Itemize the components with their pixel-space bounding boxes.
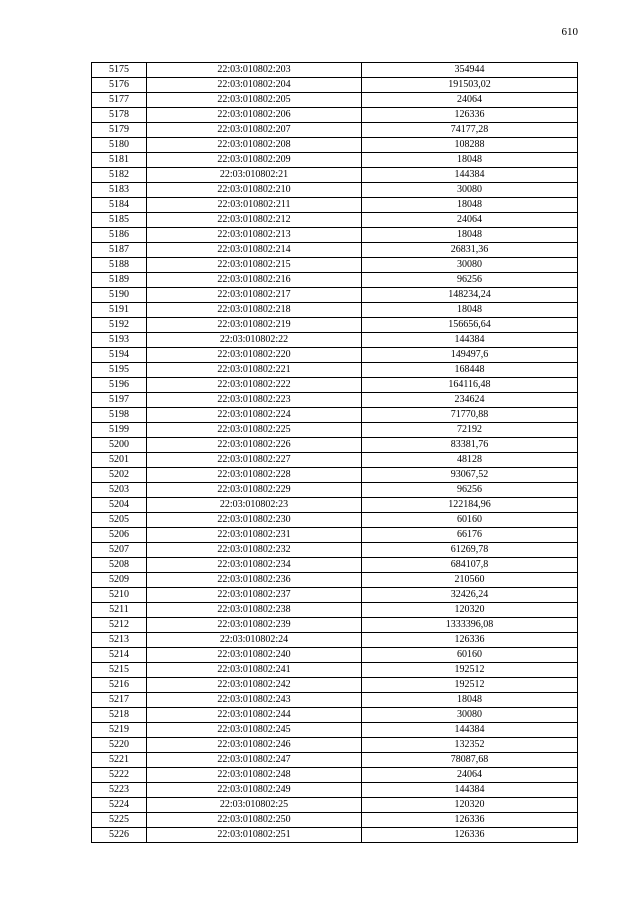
table-row [92, 483, 578, 498]
value-cell: 32426,24 [362, 588, 578, 603]
row-number-cell: 5198 [92, 408, 147, 423]
cadastral-number-cell: 22:03:010802:219 [147, 318, 362, 333]
row-number-cell: 5205 [92, 513, 147, 528]
cadastral-number-cell: 22:03:010802:216 [147, 273, 362, 288]
value-cell: 156656,64 [362, 318, 578, 333]
row-number-cell: 5193 [92, 333, 147, 348]
row-number-cell: 5183 [92, 183, 147, 198]
cadastral-number-cell: 22:03:010802:224 [147, 408, 362, 423]
table-row [92, 708, 578, 723]
row-number-cell: 5177 [92, 93, 147, 108]
table-row [92, 723, 578, 738]
table-row [92, 243, 578, 258]
cadastral-number-cell: 22:03:010802:207 [147, 123, 362, 138]
cadastral-number-cell: 22:03:010802:215 [147, 258, 362, 273]
value-cell: 126336 [362, 828, 578, 843]
table-row [92, 513, 578, 528]
cadastral-number-cell: 22:03:010802:240 [147, 648, 362, 663]
table-row [92, 543, 578, 558]
cadastral-number-cell: 22:03:010802:21 [147, 168, 362, 183]
row-number-cell: 5213 [92, 633, 147, 648]
value-cell: 168448 [362, 363, 578, 378]
table-row [92, 393, 578, 408]
row-number-cell: 5203 [92, 483, 147, 498]
table-row [92, 618, 578, 633]
table-row [92, 738, 578, 753]
cadastral-number-cell: 22:03:010802:212 [147, 213, 362, 228]
table-row [92, 573, 578, 588]
table-row [92, 783, 578, 798]
table-row [92, 63, 578, 78]
cadastral-number-cell: 22:03:010802:248 [147, 768, 362, 783]
cadastral-number-cell: 22:03:010802:244 [147, 708, 362, 723]
row-number-cell: 5175 [92, 63, 147, 78]
row-number-cell: 5182 [92, 168, 147, 183]
cadastral-number-cell: 22:03:010802:227 [147, 453, 362, 468]
row-number-cell: 5221 [92, 753, 147, 768]
row-number-cell: 5191 [92, 303, 147, 318]
table-row [92, 438, 578, 453]
row-number-cell: 5196 [92, 378, 147, 393]
cadastral-number-cell: 22:03:010802:229 [147, 483, 362, 498]
table-row [92, 453, 578, 468]
table-row [92, 498, 578, 513]
row-number-cell: 5180 [92, 138, 147, 153]
cadastral-number-cell: 22:03:010802:243 [147, 693, 362, 708]
value-cell: 120320 [362, 603, 578, 618]
table-row [92, 633, 578, 648]
value-cell: 96256 [362, 273, 578, 288]
value-cell: 192512 [362, 663, 578, 678]
cadastral-number-cell: 22:03:010802:225 [147, 423, 362, 438]
cadastral-number-cell: 22:03:010802:231 [147, 528, 362, 543]
value-cell: 149497,6 [362, 348, 578, 363]
cadastral-number-cell: 22:03:010802:218 [147, 303, 362, 318]
value-cell: 18048 [362, 693, 578, 708]
row-number-cell: 5220 [92, 738, 147, 753]
value-cell: 26831,36 [362, 243, 578, 258]
cadastral-number-cell: 22:03:010802:205 [147, 93, 362, 108]
table-row [92, 303, 578, 318]
table-row [92, 273, 578, 288]
table-row [92, 138, 578, 153]
row-number-cell: 5197 [92, 393, 147, 408]
value-cell: 72192 [362, 423, 578, 438]
cadastral-number-cell: 22:03:010802:250 [147, 813, 362, 828]
row-number-cell: 5210 [92, 588, 147, 603]
value-cell: 24064 [362, 768, 578, 783]
table-row [92, 108, 578, 123]
value-cell: 71770,88 [362, 408, 578, 423]
cadastral-number-cell: 22:03:010802:220 [147, 348, 362, 363]
row-number-cell: 5179 [92, 123, 147, 138]
table-row [92, 213, 578, 228]
value-cell: 144384 [362, 333, 578, 348]
table-row [92, 333, 578, 348]
cadastral-number-cell: 22:03:010802:23 [147, 498, 362, 513]
page-number: 610 [561, 26, 578, 38]
row-number-cell: 5212 [92, 618, 147, 633]
row-number-cell: 5194 [92, 348, 147, 363]
row-number-cell: 5200 [92, 438, 147, 453]
value-cell: 684107,8 [362, 558, 578, 573]
cadastral-number-cell: 22:03:010802:25 [147, 798, 362, 813]
row-number-cell: 5216 [92, 678, 147, 693]
cadastral-number-cell: 22:03:010802:245 [147, 723, 362, 738]
value-cell: 18048 [362, 153, 578, 168]
table-row [92, 648, 578, 663]
value-cell: 191503,02 [362, 78, 578, 93]
table-row [92, 78, 578, 93]
cadastral-number-cell: 22:03:010802:222 [147, 378, 362, 393]
value-cell: 126336 [362, 108, 578, 123]
cadastral-number-cell: 22:03:010802:204 [147, 78, 362, 93]
value-cell: 30080 [362, 258, 578, 273]
row-number-cell: 5208 [92, 558, 147, 573]
value-cell: 61269,78 [362, 543, 578, 558]
table-body [92, 63, 578, 843]
value-cell: 96256 [362, 483, 578, 498]
cadastral-number-cell: 22:03:010802:239 [147, 618, 362, 633]
row-number-cell: 5195 [92, 363, 147, 378]
cadastral-number-cell: 22:03:010802:22 [147, 333, 362, 348]
row-number-cell: 5202 [92, 468, 147, 483]
value-cell: 192512 [362, 678, 578, 693]
table-row [92, 153, 578, 168]
data-table [91, 62, 578, 843]
cadastral-number-cell: 22:03:010802:209 [147, 153, 362, 168]
row-number-cell: 5207 [92, 543, 147, 558]
value-cell: 24064 [362, 93, 578, 108]
row-number-cell: 5222 [92, 768, 147, 783]
row-number-cell: 5218 [92, 708, 147, 723]
cadastral-number-cell: 22:03:010802:226 [147, 438, 362, 453]
table-row [92, 603, 578, 618]
table-row [92, 798, 578, 813]
value-cell: 120320 [362, 798, 578, 813]
row-number-cell: 5226 [92, 828, 147, 843]
cadastral-number-cell: 22:03:010802:238 [147, 603, 362, 618]
row-number-cell: 5209 [92, 573, 147, 588]
value-cell: 18048 [362, 303, 578, 318]
cadastral-number-cell: 22:03:010802:221 [147, 363, 362, 378]
row-number-cell: 5186 [92, 228, 147, 243]
row-number-cell: 5225 [92, 813, 147, 828]
value-cell: 144384 [362, 723, 578, 738]
value-cell: 30080 [362, 183, 578, 198]
row-number-cell: 5214 [92, 648, 147, 663]
value-cell: 30080 [362, 708, 578, 723]
cadastral-number-cell: 22:03:010802:247 [147, 753, 362, 768]
table-row [92, 828, 578, 843]
table-row [92, 378, 578, 393]
value-cell: 144384 [362, 783, 578, 798]
value-cell: 148234,24 [362, 288, 578, 303]
row-number-cell: 5217 [92, 693, 147, 708]
value-cell: 78087,68 [362, 753, 578, 768]
table-row [92, 93, 578, 108]
table-row [92, 168, 578, 183]
cadastral-number-cell: 22:03:010802:206 [147, 108, 362, 123]
value-cell: 66176 [362, 528, 578, 543]
row-number-cell: 5189 [92, 273, 147, 288]
row-number-cell: 5204 [92, 498, 147, 513]
value-cell: 60160 [362, 513, 578, 528]
table-row [92, 183, 578, 198]
table-row [92, 258, 578, 273]
cadastral-number-cell: 22:03:010802:214 [147, 243, 362, 258]
cadastral-number-cell: 22:03:010802:223 [147, 393, 362, 408]
row-number-cell: 5219 [92, 723, 147, 738]
table-row [92, 678, 578, 693]
value-cell: 74177,28 [362, 123, 578, 138]
cadastral-number-cell: 22:03:010802:24 [147, 633, 362, 648]
row-number-cell: 5215 [92, 663, 147, 678]
value-cell: 144384 [362, 168, 578, 183]
cadastral-number-cell: 22:03:010802:242 [147, 678, 362, 693]
value-cell: 126336 [362, 633, 578, 648]
value-cell: 18048 [362, 198, 578, 213]
row-number-cell: 5185 [92, 213, 147, 228]
cadastral-number-cell: 22:03:010802:232 [147, 543, 362, 558]
row-number-cell: 5199 [92, 423, 147, 438]
row-number-cell: 5206 [92, 528, 147, 543]
value-cell: 48128 [362, 453, 578, 468]
cadastral-number-cell: 22:03:010802:234 [147, 558, 362, 573]
table-row [92, 528, 578, 543]
cadastral-number-cell: 22:03:010802:230 [147, 513, 362, 528]
table-row [92, 288, 578, 303]
cadastral-number-cell: 22:03:010802:237 [147, 588, 362, 603]
row-number-cell: 5188 [92, 258, 147, 273]
value-cell: 122184,96 [362, 498, 578, 513]
table-row [92, 468, 578, 483]
value-cell: 108288 [362, 138, 578, 153]
row-number-cell: 5181 [92, 153, 147, 168]
cadastral-number-cell: 22:03:010802:246 [147, 738, 362, 753]
table-row [92, 558, 578, 573]
value-cell: 60160 [362, 648, 578, 663]
table-row [92, 753, 578, 768]
row-number-cell: 5178 [92, 108, 147, 123]
cadastral-number-cell: 22:03:010802:236 [147, 573, 362, 588]
cadastral-number-cell: 22:03:010802:211 [147, 198, 362, 213]
table-row [92, 663, 578, 678]
table-row [92, 228, 578, 243]
value-cell: 210560 [362, 573, 578, 588]
cadastral-number-cell: 22:03:010802:251 [147, 828, 362, 843]
value-cell: 93067,52 [362, 468, 578, 483]
cadastral-number-cell: 22:03:010802:210 [147, 183, 362, 198]
table-row [92, 768, 578, 783]
table-row [92, 198, 578, 213]
cadastral-number-cell: 22:03:010802:203 [147, 63, 362, 78]
row-number-cell: 5224 [92, 798, 147, 813]
table-row [92, 408, 578, 423]
cadastral-number-cell: 22:03:010802:213 [147, 228, 362, 243]
cadastral-number-cell: 22:03:010802:249 [147, 783, 362, 798]
value-cell: 164116,48 [362, 378, 578, 393]
table-row [92, 363, 578, 378]
row-number-cell: 5211 [92, 603, 147, 618]
row-number-cell: 5190 [92, 288, 147, 303]
cadastral-number-cell: 22:03:010802:241 [147, 663, 362, 678]
row-number-cell: 5201 [92, 453, 147, 468]
value-cell: 354944 [362, 63, 578, 78]
table-row [92, 588, 578, 603]
row-number-cell: 5184 [92, 198, 147, 213]
table-row [92, 813, 578, 828]
value-cell: 18048 [362, 228, 578, 243]
table-row [92, 318, 578, 333]
table-row [92, 423, 578, 438]
row-number-cell: 5223 [92, 783, 147, 798]
cadastral-number-cell: 22:03:010802:228 [147, 468, 362, 483]
table-row [92, 693, 578, 708]
row-number-cell: 5176 [92, 78, 147, 93]
value-cell: 1333396,08 [362, 618, 578, 633]
row-number-cell: 5192 [92, 318, 147, 333]
value-cell: 126336 [362, 813, 578, 828]
value-cell: 83381,76 [362, 438, 578, 453]
table-row [92, 123, 578, 138]
cadastral-number-cell: 22:03:010802:208 [147, 138, 362, 153]
value-cell: 234624 [362, 393, 578, 408]
value-cell: 132352 [362, 738, 578, 753]
table-row [92, 348, 578, 363]
value-cell: 24064 [362, 213, 578, 228]
row-number-cell: 5187 [92, 243, 147, 258]
cadastral-number-cell: 22:03:010802:217 [147, 288, 362, 303]
